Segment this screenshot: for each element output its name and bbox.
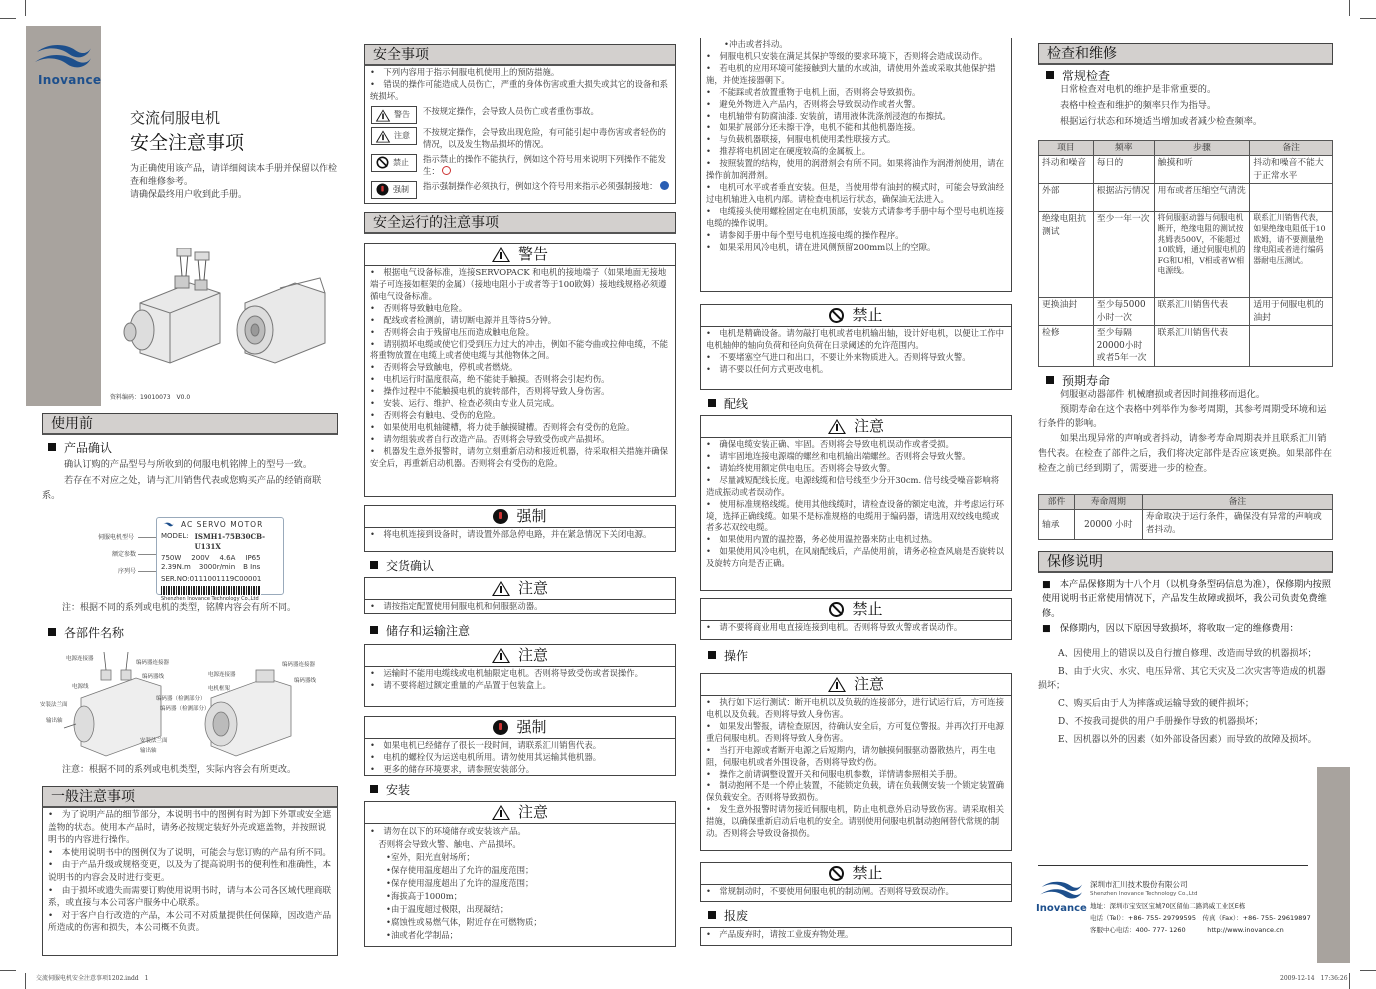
barcode bbox=[161, 586, 261, 595]
caution-icon bbox=[492, 805, 510, 820]
warning-item: • 请别损坏电缆或使它们受到压力过大的冲击，例如不能夸曲或拉伸电缆，不能将重物放置在电缆上或者使电缆与其他物体之间。 bbox=[370, 338, 669, 361]
caution-item: • 确保电缆安装正确、牢固。否则将会导致电机误动作或者受损。 bbox=[706, 439, 954, 449]
table-header: 寿命周期 bbox=[1074, 495, 1142, 510]
general-item: • 对于客户自行改造的产品，本公司不对质量提供任何保障，因改造产品所造成的伤害和损失，本公司概不负责。 bbox=[48, 910, 332, 934]
general-item: • 本使用说明书中的图例仅为了说明，可能会与您订购的产品有所不同。 bbox=[48, 847, 332, 858]
warning-item: • 否则将导致触电危险。 bbox=[370, 302, 468, 313]
install-item: • 避免外物进入产品内，否则将会导致误动作或者火警。 bbox=[706, 98, 921, 109]
part-label: 编码器线 bbox=[142, 674, 165, 680]
product-confirm-label: 产品确认 bbox=[64, 441, 113, 455]
table-header: 备注 bbox=[1250, 141, 1333, 156]
routine-line: 根据运行状态和环境适当增加或者减少检查频率。 bbox=[1060, 116, 1263, 128]
warning-item: • 配线或者检测前，请切断电源并且等待5分钟。 bbox=[370, 314, 557, 325]
caution-item: • 请牢固地连接电源端的螺丝和电机输出端螺丝。否则将会导致火警。 bbox=[706, 450, 971, 461]
install-item: •冲击或者抖动。 bbox=[724, 39, 788, 49]
safety-box bbox=[364, 66, 676, 204]
table-cell: 用布或者压缩空气清洗 bbox=[1154, 184, 1250, 212]
callout-serial: 序列号 bbox=[118, 568, 137, 575]
nameplate-serial: SER.NO:0111001119C00001 bbox=[161, 575, 262, 584]
warning-item: • 安装、运行、维护、检查必须由专业人员完成。 bbox=[370, 398, 560, 409]
inovance-wave-icon bbox=[161, 521, 175, 529]
nameplate-current: 4.6A bbox=[219, 553, 236, 562]
nameplate-power: 750W bbox=[161, 553, 182, 562]
caution-item: • 使用标准规格线缆。使用其他线缆时，请检查设备的额定电流，并考虑运行环境，选择正确线缆。如果不是标准规格的电缆用于编码器，请选用双绞线电缆或者多芯双绞电缆。 bbox=[706, 498, 1005, 533]
prohibit-icon bbox=[829, 308, 844, 323]
nameplate bbox=[156, 517, 284, 603]
warranty-period: ■ 本产品保修期为十八个月（以机身条型码信息为准），保修期内按照使用说明书正常使用情况下，产品发生故障或损坏，我公司负责免费维修。 bbox=[1042, 579, 1331, 619]
safety-def-mandatory bbox=[371, 181, 671, 199]
crop-mark bbox=[1360, 970, 1376, 971]
table-row bbox=[1039, 510, 1333, 540]
company-logo bbox=[1036, 878, 1088, 916]
mandatory-head: 强制 bbox=[516, 506, 547, 525]
table-cell: 至少每隔20000小时或者5年一次 bbox=[1093, 326, 1154, 366]
prohibit-icon bbox=[377, 157, 389, 169]
scrap-item: • 产品废弃时，请按工业废弃物处理。 bbox=[706, 929, 854, 939]
operation-heading bbox=[708, 648, 748, 665]
scrap-box bbox=[700, 927, 1012, 946]
section-general-notes: 一般注意事项 bbox=[42, 786, 338, 808]
mandatory-icon bbox=[493, 509, 508, 524]
table-row bbox=[1039, 212, 1333, 298]
table-cell: 轴承 bbox=[1039, 510, 1075, 540]
crop-mark bbox=[25, 0, 26, 16]
ground-icon bbox=[660, 181, 669, 190]
prohibit-item: • 常规制动时，不要使用伺服电机的制动闸。否则将导致误动作。 bbox=[706, 886, 954, 896]
install-item: • 伺服电机只安装在满足其保护等级的要求环境下，否则将会造成误动作。 bbox=[706, 50, 988, 61]
prohibit-box-2 bbox=[700, 598, 1012, 640]
install-caution-box bbox=[364, 801, 676, 947]
storage-caution-box bbox=[364, 644, 676, 707]
part-label: 安装法兰面 bbox=[40, 702, 68, 708]
def-label: 禁止 bbox=[393, 158, 409, 168]
nameplate-voltage: 200V bbox=[191, 553, 210, 562]
caution-head: 注意 bbox=[853, 416, 884, 435]
install-heading bbox=[370, 782, 410, 799]
env-item: •油或者化学制品； bbox=[386, 930, 458, 941]
storage-mandatory-box bbox=[364, 716, 676, 776]
inovance-wave-icon bbox=[1036, 878, 1088, 902]
safety-def-prohibit bbox=[371, 154, 671, 178]
table-cell: 联系汇川销售代表 bbox=[1154, 326, 1250, 366]
company-service: 客服中心电话：400- 777- 1260 http://www.inovance.cn bbox=[1090, 926, 1284, 935]
operation-title: 操作 bbox=[724, 649, 749, 663]
nameplate-torque: 2.39N.m bbox=[161, 563, 191, 572]
part-label: 编码器（检测部分） bbox=[156, 696, 206, 702]
env-item: •保存使用温度超出了允许的温度范围； bbox=[386, 865, 534, 876]
section-safe-operation: 安全运行的注意事项 bbox=[364, 212, 676, 234]
logo-text: Inovance bbox=[38, 73, 102, 87]
storage-title: 储存和运输注意 bbox=[386, 624, 471, 638]
caution-icon bbox=[492, 648, 510, 663]
part-label: 电源连接器 bbox=[208, 672, 236, 678]
caution-head: 注意 bbox=[517, 802, 548, 821]
install-item: • 若电机的应用环境可能接触到大量的水或油，请使用外盖或采取其他保护措施，并使连接器朝下。 bbox=[706, 62, 996, 85]
company-address: 地址：深圳市宝安区宝城70区留仙二路鸿威工业区E栋 bbox=[1090, 902, 1246, 911]
def-label: 注意 bbox=[394, 131, 410, 141]
footer-timestamp: 2009-12-14 17:36:26 bbox=[1280, 975, 1348, 982]
safety-def-warning bbox=[371, 106, 671, 124]
def-label: 强制 bbox=[393, 185, 409, 194]
mandatory-item: • 将电机连接到设备时，请设置外部急停电路，并在紧急情况下关闭电源。 bbox=[370, 529, 652, 539]
mandatory-box bbox=[364, 505, 676, 552]
warranty-item: E、因机器以外的因素（如外部设备因素）而导致的故障及损坏。 bbox=[1058, 734, 1317, 745]
table-cell bbox=[1250, 184, 1333, 212]
table-cell: 适用于伺服电机的油封 bbox=[1250, 298, 1333, 326]
table-header: 频率 bbox=[1093, 141, 1154, 156]
install-item: • 电机轴带有防腐油漆. 安装前，请用液体洗涤剂浸泡的布擦拭。 bbox=[706, 110, 951, 121]
table-header: 备注 bbox=[1142, 495, 1332, 510]
mandatory-head: 强制 bbox=[516, 717, 547, 736]
caution-item: • 当打开电源或者断开电源之后短期内，请勿触摸伺服驱动器散热片，再生电阻，伺服电机或者外围设备，否则将导致灼伤。 bbox=[706, 744, 996, 767]
warranty-item: D、不按我司提供的用户手册操作导致的机器损坏； bbox=[1058, 716, 1264, 727]
inovance-wave-icon bbox=[33, 40, 95, 72]
warning-icon bbox=[376, 109, 390, 121]
caution-head: 注意 bbox=[517, 578, 548, 597]
storage-heading bbox=[370, 623, 470, 640]
mandatory-item: • 电机的螺栓仅为运送电机所用。请勿使用其运输其他机器。 bbox=[370, 751, 602, 762]
warning-item: • 电机运行时温度很高，绝不能徒手触摸。否则将会引起灼伤。 bbox=[370, 374, 610, 385]
table-header: 步骤 bbox=[1154, 141, 1250, 156]
cover-intro: 为正确使用该产品，请详细阅读本手册并保留以作检查和维修参考。 bbox=[130, 164, 338, 187]
table-header: 部件 bbox=[1039, 495, 1075, 510]
caution-item: • 请勿在以下的环境储存或安装该产品。 bbox=[370, 826, 526, 836]
nameplate-maker: Shenzhen Inovance Technology Co.,Ltd bbox=[161, 596, 259, 603]
callout-model: 伺服电机型号 bbox=[98, 534, 135, 541]
install-item: • 不能踩或者放置重物于电机上面，否则将会导致损伤。 bbox=[706, 86, 921, 97]
table-cell: 检修 bbox=[1039, 326, 1094, 366]
caution-item: • 请不要将超过额定重量的产品置于包装盒上。 bbox=[370, 679, 551, 690]
caution-icon bbox=[492, 581, 510, 596]
prohibit-head: 禁止 bbox=[852, 863, 883, 882]
def-text: 指示禁止的操作不能执行，例如这个符号用来说明下列操作不能发生： bbox=[423, 153, 666, 176]
prohibit-icon bbox=[829, 866, 844, 881]
wiring-heading bbox=[708, 396, 748, 413]
no-fire-icon bbox=[442, 166, 451, 175]
warning-box bbox=[364, 243, 676, 497]
back-gray-strip bbox=[1317, 767, 1350, 963]
mandatory-item: • 更多的储存环境要求，请参照安装部分。 bbox=[370, 763, 535, 774]
caution-item: • 如果使用内置的温控器，务必使用温控器来防止电机过热。 bbox=[706, 534, 938, 545]
warranty-charge: ■ 保修期内，因以下原因导致损坏，将收取一定的维修费用： bbox=[1042, 622, 1299, 634]
table-cell: 寿命取决于运行条件，确保没有异常的声响或者抖动。 bbox=[1142, 510, 1332, 540]
scrap-title: 报废 bbox=[724, 909, 749, 923]
general-item: • 由于产品升级或规格变更，以及为了提高说明书的便利性和准确性，本说明书的内容会及时进行变更。 bbox=[48, 860, 332, 884]
crop-mark bbox=[1349, 973, 1350, 989]
part-label: 编码器线 bbox=[294, 678, 317, 684]
prohibit-item: • 电机是精确设备。请勿敲打电机或者电机输出轴，设计好电机，以便让工作中电机轴伸的轴向负荷和径向负荷在日录阈述的允许范围内。 bbox=[706, 328, 1005, 350]
caution-icon bbox=[376, 130, 390, 142]
prohibit-item: • 请不要将商业用电直接连接到电机。否则将导致火警或者误动作。 bbox=[706, 622, 963, 632]
caution-item: • 如果使用风冷电机，在风扇配线后，产品使用前，请务必检查风扇是否旋转以及旋转方向是否正确。 bbox=[706, 546, 1005, 569]
table-row bbox=[1039, 326, 1333, 366]
crop-mark bbox=[0, 970, 16, 971]
delivery-heading bbox=[370, 558, 434, 575]
life-table bbox=[1038, 494, 1333, 540]
inspection-table bbox=[1038, 140, 1333, 367]
def-text: 指示强制操作必须执行，例如这个符号用来指示必须强制接地： bbox=[423, 180, 658, 191]
table-cell: 外部 bbox=[1039, 184, 1094, 212]
safety-item: • 下列内容用于指示伺服电机使用上的预防措施。 bbox=[370, 67, 560, 77]
table-cell: 每日的 bbox=[1093, 156, 1154, 184]
nameplate-speed: 3000r/min bbox=[198, 563, 236, 572]
safety-def-caution bbox=[371, 127, 671, 151]
mandatory-icon bbox=[377, 184, 389, 196]
caution-item: • 操作之前请调整设置开关和伺服电机参数，详情请参照相关手册。 bbox=[706, 768, 963, 779]
warning-item: • 机器发生意外报警时，请勿立刻重新启动和接近机器，待采取相关措施并确保安全后，再重新启动机器。否则将会有受伤的危险。 bbox=[370, 445, 669, 468]
warning-item: • 否则将会导致触电，停机或者燃烧。 bbox=[370, 362, 518, 373]
crop-mark bbox=[1360, 18, 1376, 19]
product-confirm-p1: 确认订购的产品型号与所收到的伺服电机铭牌上的型号一致。 bbox=[64, 459, 313, 470]
caution-head: 注意 bbox=[517, 645, 548, 664]
callout-rating: 额定参数 bbox=[112, 551, 137, 558]
install-continued-box bbox=[700, 38, 1012, 292]
warning-head: 警告 bbox=[517, 244, 548, 263]
install-item: • 电机可水平或者垂直安装。但是，当使用带有油封的模式时，可能会导致油经过电机轴进入电机内部。请检查电机运行状态，确保油无法进入。 bbox=[706, 182, 1005, 204]
general-notes-box bbox=[42, 808, 338, 956]
part-label: 输出轴 bbox=[140, 748, 157, 754]
caution-item: • 请始终使用额定供电电压。否则将会导致火警。 bbox=[706, 462, 896, 473]
cover-subtitle: 交流伺服电机 bbox=[130, 109, 221, 127]
install-item: • 按照装置的结构，使用的润滑剂会有所不同。如果将油作为润滑剂使用，请在操作前加润滑剂。 bbox=[706, 158, 1005, 181]
part-label: 编码器连接器 bbox=[136, 660, 170, 666]
table-cell: 20000 小时 bbox=[1074, 510, 1142, 540]
section-before-use: 使用前 bbox=[42, 413, 338, 435]
def-text: 不按规定操作，会导致人员伤亡或者重伤事故。 bbox=[423, 106, 599, 116]
product-confirm-heading bbox=[48, 440, 112, 457]
cover-intro-2: 请确保最终用户收到此手册。 bbox=[130, 190, 248, 201]
crop-mark bbox=[0, 18, 16, 19]
table-cell: 联系汇川销售代表 bbox=[1154, 298, 1250, 326]
install-item: • 推荐将电机固定在硬度较高的金属板上。 bbox=[706, 146, 871, 157]
life-line: 预期寿命在这个表格中列举作为参考周期，其参考周期受环境和运行条件的影响。 bbox=[1038, 403, 1327, 430]
caution-item: • 发生意外报警时请勿接近伺服电机，防止电机意外启动导致伤害。请采取相关措施，以确保重新启动后电机的安全。请别使用伺服电机制动抱闸替代常规的制动。否则将会导致设备损伤。 bbox=[706, 804, 1005, 839]
doc-number: 资料编码：19010073 V0.0 bbox=[110, 394, 191, 401]
table-cell bbox=[1250, 326, 1333, 366]
cover-motor-illustration bbox=[120, 248, 335, 373]
safety-item: • 错误的操作可能造成人员伤亡，严重的身体伤害或重大损失或其它的设备和系统损坏。 bbox=[370, 78, 669, 101]
prohibit-head: 禁止 bbox=[852, 599, 883, 618]
warning-item: • 否则将会有触电、受伤的危险。 bbox=[370, 410, 501, 421]
nameplate-header: AC SERVO MOTOR bbox=[181, 520, 264, 529]
caution-item: • 尽量减短配线长度。电源线缆和信号线至少分开30cm. 信号线受噪音影响将造成振动或者误动作。 bbox=[706, 474, 1000, 497]
caution-icon bbox=[828, 419, 846, 434]
company-phone: 电话（Tel）：+86- 755- 29799595 传真（Fax）：+86- 755- 29619897 bbox=[1090, 914, 1311, 923]
parts-title: 各部件名称 bbox=[64, 626, 125, 640]
delivery-caution-box bbox=[364, 577, 676, 614]
warning-item: • 根据电气设备标准，连接SERVOPACK 和电机的接地端子（如果地面无接地端子可连接如框架的金属）（接地电阻小于或者等于100欧姆）接地线规格必须遵循电气设备标准。 bbox=[370, 267, 667, 301]
delivery-title: 交货确认 bbox=[386, 559, 435, 573]
part-label: 安装法兰面 bbox=[140, 738, 168, 744]
caution-item: • 制动抱闸不是一个停止装置，不能锁定负载，请在负载侧安装一个锁定装置确保负载安全。否则将导致损伤。 bbox=[706, 780, 1005, 803]
env-item: •保存使用湿度超出了允许的湿度范围； bbox=[386, 878, 534, 889]
routine-title: 常规检查 bbox=[1062, 69, 1111, 83]
def-label: 警告 bbox=[394, 110, 410, 120]
logo-text: Inovance bbox=[1036, 903, 1087, 914]
mandatory-item: • 如果电机已经储存了很长一段时间，请联系汇川销售代表。 bbox=[370, 740, 602, 750]
section-warranty: 保修说明 bbox=[1038, 551, 1333, 573]
company-name-cn: 深圳市汇川技术股份有限公司 bbox=[1090, 880, 1188, 889]
install-item: • 如果采用风冷电机，请在进风侧预留200mm以上的空隙。 bbox=[706, 241, 936, 252]
install-title: 安装 bbox=[386, 783, 411, 797]
env-item: •由于温度超过极限，出现凝结； bbox=[386, 904, 509, 915]
env-item: •海拔高于1000m； bbox=[386, 891, 463, 902]
table-cell: 抖动和噪音 bbox=[1039, 156, 1094, 184]
caution-item: • 运输时不能用电缆线或电机轴限定电机。否则将导致受伤或者误操作。 bbox=[370, 668, 643, 678]
caution-item: • 请按指定配置使用伺服电机和伺服驱动器。 bbox=[370, 601, 543, 611]
section-safety: 安全事项 bbox=[364, 44, 676, 66]
def-text: 不按规定操作，会导致出现危险，有可能引起中毒伤害或者轻伤的情况，以及发生物品损坏的情况。 bbox=[423, 127, 666, 149]
routine-line: 日常检查对电机的维护是非常重要的。 bbox=[1060, 84, 1217, 95]
general-item: • 由于损坏或遗失而需要订购使用说明书时，请与本公司各区域代理商联系，或直接与本公司客户服务中心联系。 bbox=[48, 885, 332, 909]
table-cell: 至少每5000小时一次 bbox=[1093, 298, 1154, 326]
general-item: • 为了说明产品的细节部分，本说明书中的图例有时为卸下外罩或安全遮盖物的状态。使用本产品时，请务必按规定装好外壳或遮盖物，并按照说明书的内容进行操作。 bbox=[48, 810, 332, 846]
part-label: 编码器（检测部分） bbox=[160, 706, 210, 712]
nameplate-ip: IP65 bbox=[245, 553, 261, 562]
wiring-title: 配线 bbox=[724, 397, 749, 411]
prohibit-icon bbox=[829, 602, 844, 617]
caution-item: • 如果发出警报，请检查原因，待确认安全后，方可复位警报。并再次打开电源重启伺服电机。否则将导致人身伤害。 bbox=[706, 720, 1005, 743]
install-item: • 如果扩展部分还未擦干净，电机不能和其他机器连接。 bbox=[706, 122, 921, 133]
warning-icon bbox=[492, 247, 510, 262]
scrap-heading bbox=[708, 908, 748, 925]
caution-item: 否则将会导致火警、触电、产品损坏。 bbox=[370, 839, 521, 850]
nameplate-insulation: B Ins bbox=[243, 563, 261, 572]
table-cell: 将伺服驱动器与伺服电机断开，绝缘电阻的测试按兆姆表500V，不能超过10欧姆，通过伺服电机的FG和U相，V相或者W相电源线。 bbox=[1154, 212, 1250, 298]
install-item: • 与负载机器联接，伺服电机使用柔性联接方式。 bbox=[706, 134, 896, 145]
caution-icon bbox=[828, 677, 846, 692]
operation-caution-box bbox=[700, 673, 1012, 851]
install-item: • 请参阅手册中每个型号电机连接电缆的操作程序。 bbox=[706, 229, 904, 240]
warranty-item: C、购买后由于人为摔落或运输导致的硬件损坏； bbox=[1058, 698, 1254, 709]
table-row bbox=[1039, 156, 1333, 184]
routine-line: 表格中检查和维护的频率只作为指导。 bbox=[1060, 100, 1217, 112]
warning-item: • 如果使用电机轴键槽，将力徒手触摸键槽。否则将会有受伤的危险。 bbox=[370, 421, 635, 432]
part-label: 电源连接器 bbox=[66, 656, 94, 662]
warranty-item: B、由于火灾、水灾、电压异常、其它天灾及二次灾害等造成的机器损坏； bbox=[1038, 666, 1326, 691]
section-maintenance: 检查和维修 bbox=[1038, 43, 1333, 65]
mandatory-icon bbox=[493, 720, 508, 735]
table-cell: 抖动和噪音不能大于正常水平 bbox=[1250, 156, 1333, 184]
table-cell: 触摸和听 bbox=[1154, 156, 1250, 184]
nameplate-model: ISMH1-75B30CB-U131X bbox=[194, 531, 266, 551]
install-item: • 电缆接头使用螺栓固定在电机顶部，安装方式请参考手册中每个型号电机连接电缆的操作说明。 bbox=[706, 205, 1005, 228]
cover-title: 安全注意事项 bbox=[130, 132, 245, 155]
caution-item: • 执行如下运行测试：断开电机以及负载的连接部分，进行试运行后，方可连接电机以及负载。否则将导致人身伤害。 bbox=[706, 697, 1005, 719]
table-cell: 更换油封 bbox=[1039, 298, 1094, 326]
parts-note: 注意：根据不同的系列或电机类型，实际内容会有所更改。 bbox=[62, 765, 297, 775]
warning-item: • 请勿组装或者自行改造产品。否则将会导致受伤或产品损坏。 bbox=[370, 433, 610, 444]
parts-diagram bbox=[36, 648, 336, 760]
env-item: •腐蚀性或易燃气体，附近存在可燃物质； bbox=[386, 917, 542, 928]
life-line: 伺服驱动器部件 机械磨损或者因时间推移而退化。 bbox=[1060, 389, 1266, 400]
table-row bbox=[1039, 184, 1333, 212]
inovance-logo bbox=[33, 40, 102, 88]
warning-item: • 否则将会由于残留电压而造成触电危险。 bbox=[370, 326, 535, 337]
table-cell: 至少一年一次 bbox=[1093, 212, 1154, 298]
servo-motor-image bbox=[120, 248, 335, 373]
crop-mark bbox=[25, 973, 26, 989]
table-row bbox=[1039, 298, 1333, 326]
prohibit-box bbox=[700, 304, 1012, 390]
parts-heading bbox=[48, 625, 124, 642]
footer-file: 交流伺服电机安全注意事项1202.indd 1 bbox=[36, 975, 149, 982]
prohibit-head: 禁止 bbox=[852, 305, 883, 324]
product-confirm-p2: 若存在不对应之处，请与汇川销售代表或您购买产品的经销商联系。 bbox=[42, 475, 322, 501]
prohibit-item: • 不要堵塞空气进口和出口，不要让外来物质进入。否则将导致火警。 bbox=[706, 351, 971, 362]
part-label: 编码器连接器 bbox=[282, 662, 316, 668]
nameplate-note: 注：根据不同的系列或电机的类型，铭牌内容会有所不同。 bbox=[62, 603, 297, 613]
nameplate-model-label: MODEL: bbox=[161, 531, 189, 540]
nameplate-figure bbox=[98, 515, 288, 603]
table-cell: 绝缘电阻抗测试 bbox=[1039, 212, 1094, 298]
env-item: •室外，阳光直射场所； bbox=[386, 852, 475, 863]
caution-head: 注意 bbox=[853, 674, 884, 693]
life-line: 如果出现异常的声响或者抖动，请参考寿命周期表并且联系汇川销售代表。在检查了部件之后，我们将决定部件是否应该更换。如果部件在检查之前已经到期了，需要进一步的检查。 bbox=[1038, 433, 1332, 474]
table-cell: 根据沾污情况 bbox=[1093, 184, 1154, 212]
life-title: 预期寿命 bbox=[1062, 374, 1111, 388]
part-label: 电机框架 bbox=[208, 686, 231, 692]
warranty-item: A、因使用上的错误以及自行擅自修理、改造而导致的机器损坏； bbox=[1058, 649, 1317, 659]
warning-item: • 操作过程中不能触摸电机的旋转部件，否则将导致人身伤害。 bbox=[370, 386, 610, 397]
table-header: 项目 bbox=[1039, 141, 1094, 156]
table-cell: 联系汇川销售代表，如果绝缘电阻低于10欧姆，请不要测量绝缘电阻或者进行编码器耐电压测试。 bbox=[1250, 212, 1333, 298]
part-label: 电源线 bbox=[72, 684, 89, 690]
prohibit-item: • 请不要以任何方式更改电机。 bbox=[706, 363, 829, 374]
part-label: 输出轴 bbox=[46, 718, 63, 724]
crop-mark bbox=[1349, 0, 1350, 16]
prohibit-box-3 bbox=[700, 862, 1012, 902]
company-name-en: Shenzhen Inovance Technology Co.,Ltd bbox=[1090, 890, 1198, 897]
wiring-caution-box bbox=[700, 415, 1012, 591]
